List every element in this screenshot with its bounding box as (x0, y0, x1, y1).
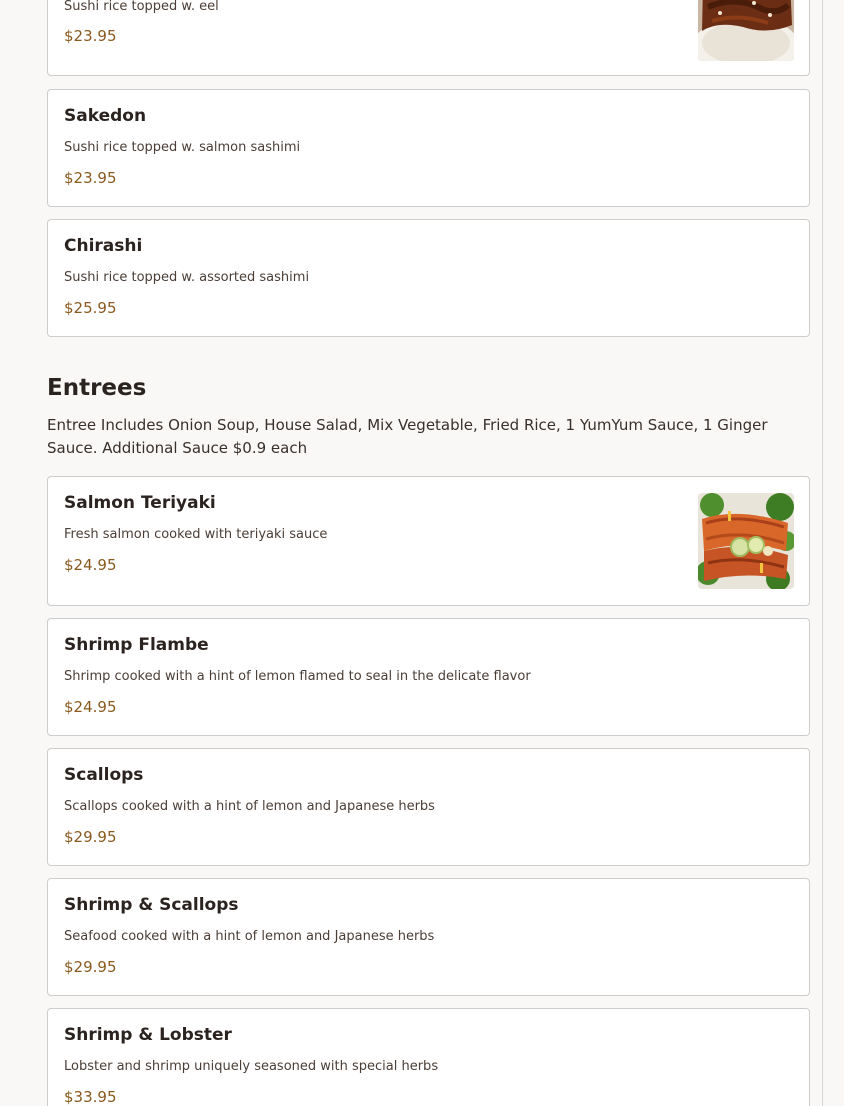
menu-item-card[interactable] (47, 878, 810, 996)
menu-item-name: Shrimp & Lobster (64, 1025, 232, 1045)
menu-item-price: $24.95 (64, 698, 117, 716)
page-edge-divider (822, 0, 823, 1106)
menu-item-description: Scallops cooked with a hint of lemon and Japanese herbs (64, 799, 435, 814)
menu-item-description: Fresh salmon cooked with teriyaki sauce (64, 527, 328, 542)
menu-item-card[interactable] (47, 476, 810, 606)
menu-item-name: Shrimp & Scallops (64, 895, 239, 915)
menu-item-card[interactable] (47, 0, 810, 76)
menu-item-card[interactable] (47, 748, 810, 866)
section-title: Entrees (47, 375, 147, 401)
menu-item-name: Sakedon (64, 106, 147, 126)
menu-item-description: Sushi rice topped w. eel (64, 0, 219, 14)
menu-item-price: $29.95 (64, 958, 117, 976)
menu-item-card[interactable] (47, 89, 810, 207)
menu-item-price: $25.95 (64, 299, 117, 317)
menu-item-price: $23.95 (64, 27, 117, 45)
menu-item-card[interactable] (47, 1008, 810, 1106)
menu-item-name: Shrimp Flambe (64, 635, 209, 655)
menu-item-name: Scallops (64, 765, 144, 785)
menu-item-image[interactable] (698, 493, 794, 589)
menu-item-image[interactable] (698, 0, 794, 61)
menu-item-description: Shrimp cooked with a hint of lemon flamed to seal in the delicate flavor (64, 669, 531, 684)
menu-item-description: Sushi rice topped w. salmon sashimi (64, 140, 301, 155)
menu-item-price: $33.95 (64, 1088, 117, 1106)
menu-item-description: Sushi rice topped w. assorted sashimi (64, 270, 310, 285)
menu-item-price: $29.95 (64, 828, 117, 846)
menu-item-name: Chirashi (64, 236, 143, 256)
menu-item-description: Seafood cooked with a hint of lemon and Japanese herbs (64, 929, 435, 944)
menu-item-description: Lobster and shrimp uniquely seasoned with special herbs (64, 1059, 439, 1074)
section-description: Entree Includes Onion Soup, House Salad, Mix Vegetable, Fried Rice, 1 YumYum Sauce, 1 Ginger Sauce. Additional Sauce $0.9 each (47, 416, 768, 457)
menu-item-card[interactable] (47, 219, 810, 337)
menu-item-card[interactable] (47, 618, 810, 736)
menu-item-name: Salmon Teriyaki (64, 493, 216, 513)
menu-item-price: $24.95 (64, 556, 117, 574)
menu-item-price: $23.95 (64, 169, 117, 187)
